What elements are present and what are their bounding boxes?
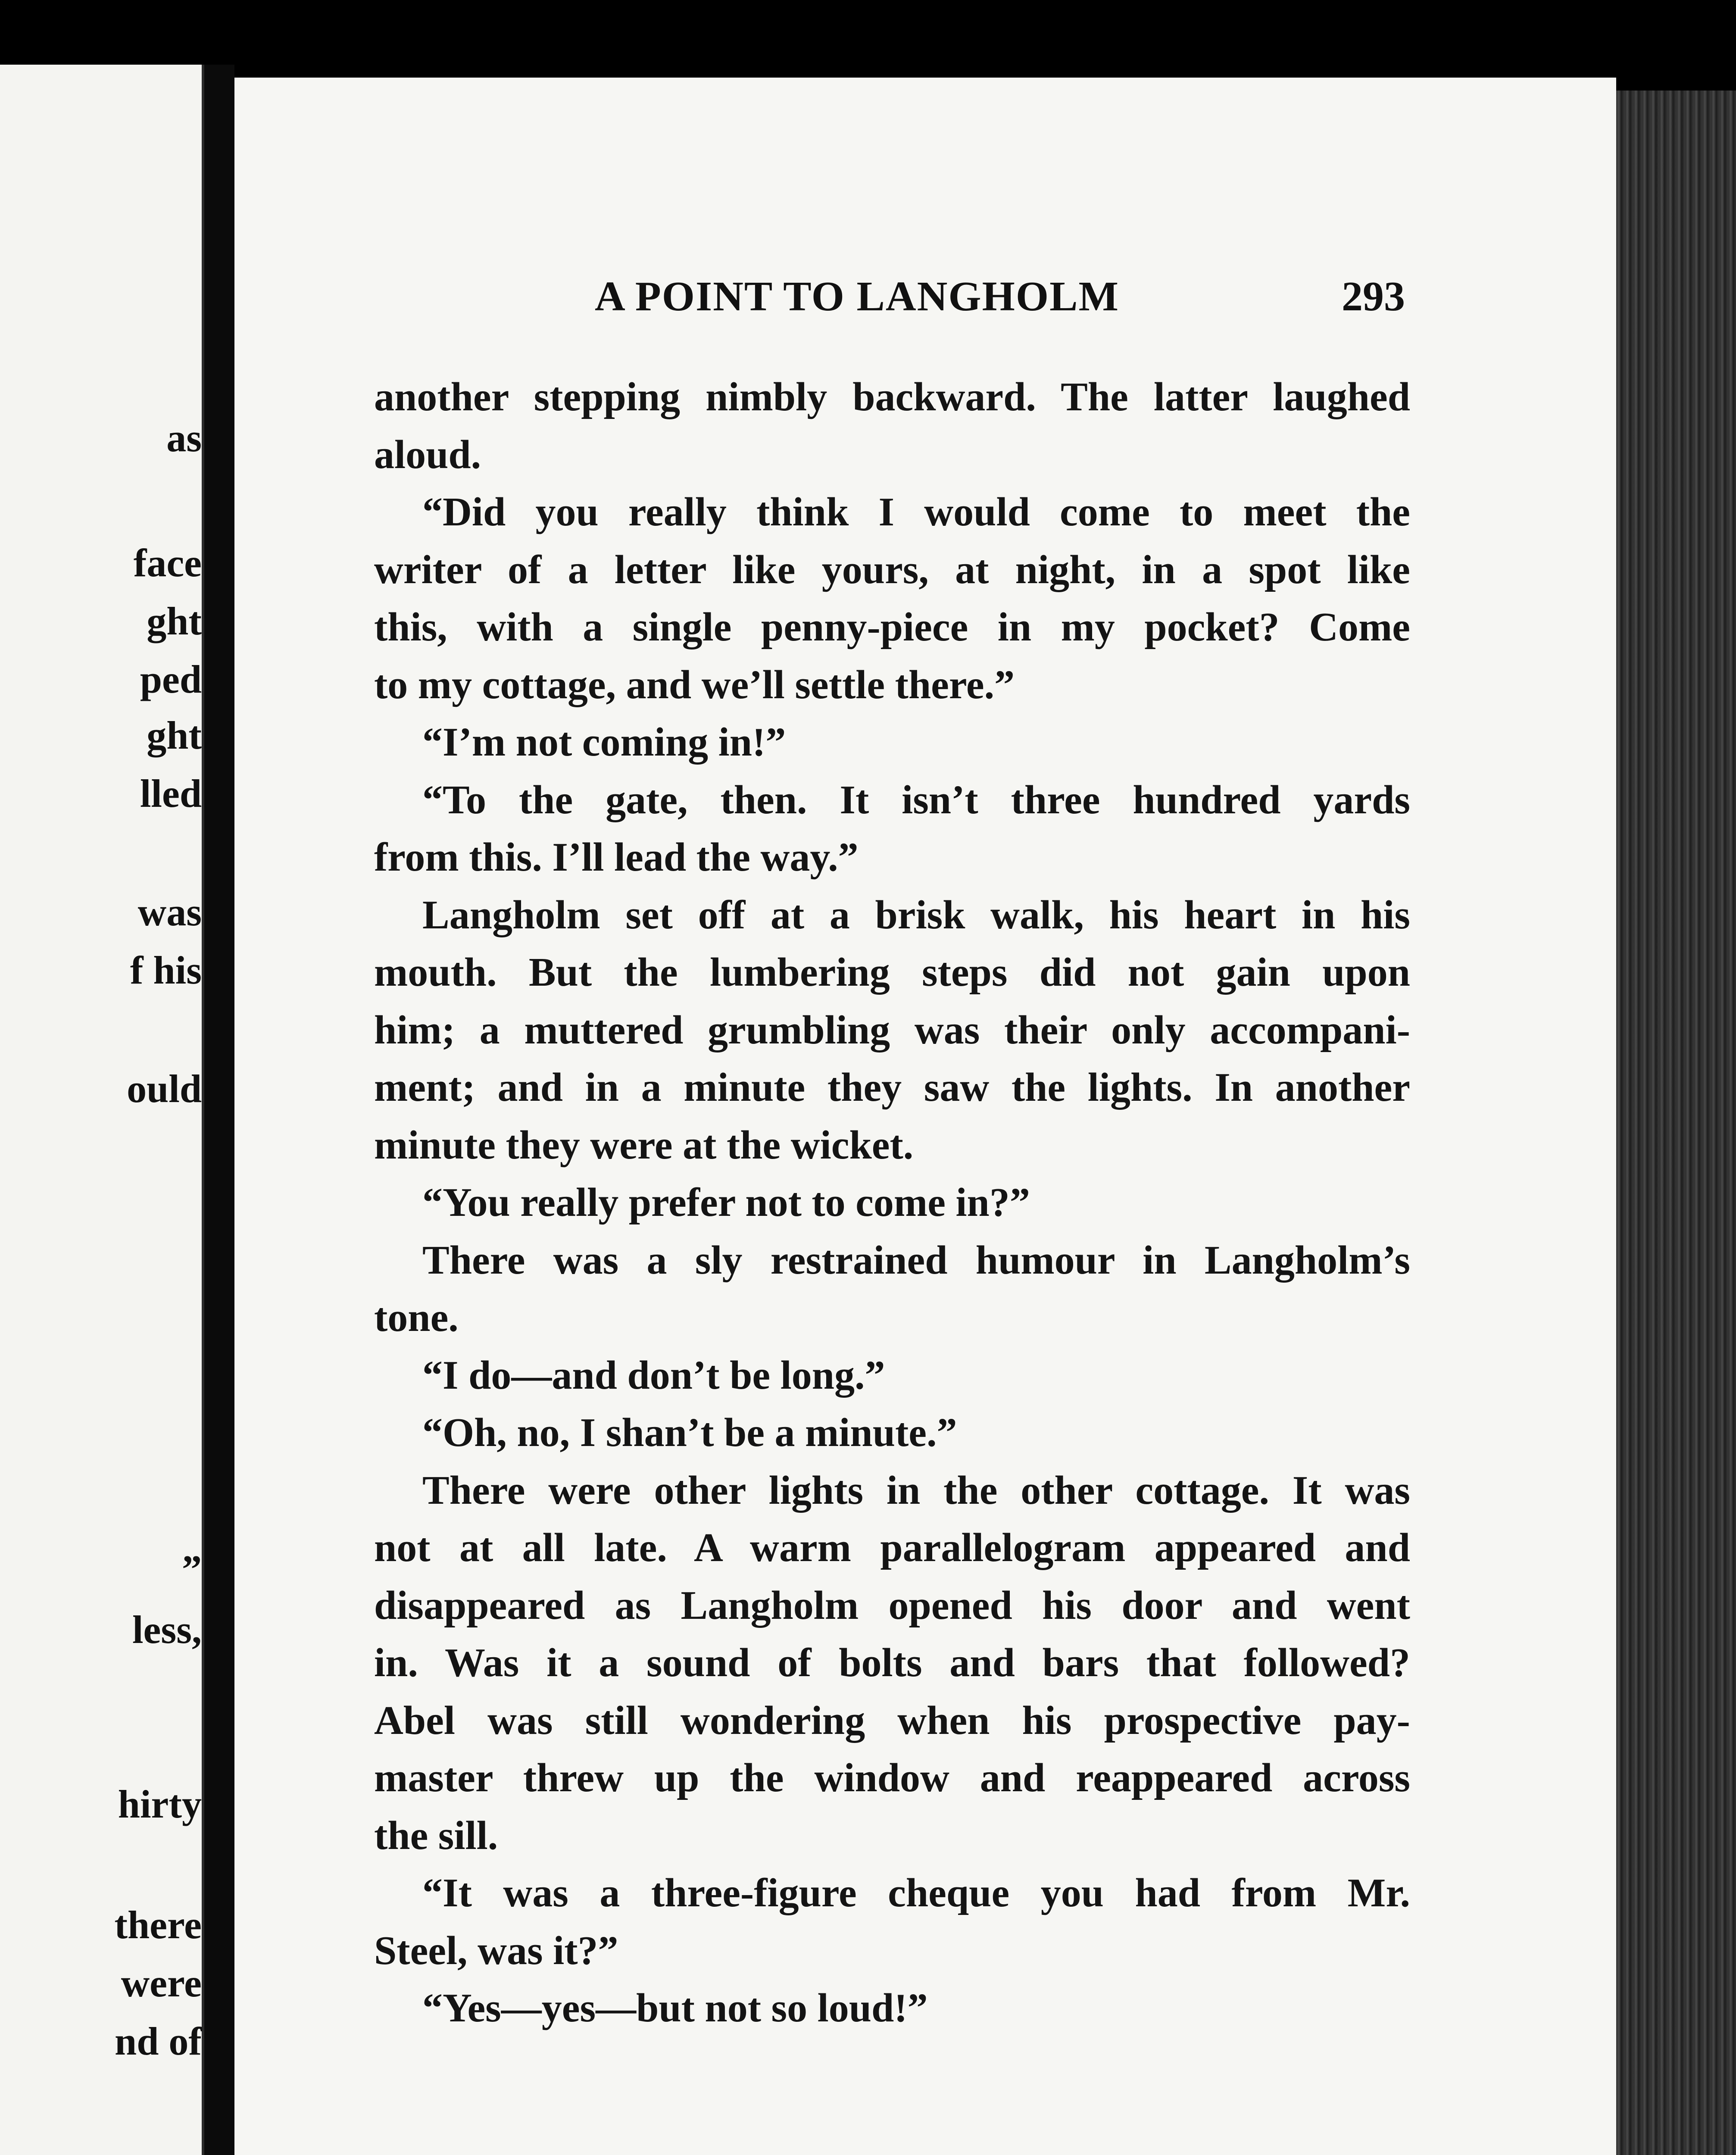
- text-line: “I do—and don’t be long.”: [422, 1352, 885, 1398]
- left-page-fragment: was: [137, 890, 202, 934]
- text-line: “Yes—yes—but not so loud!”: [422, 1986, 928, 2030]
- text-line: to my cottage, and we’ll settle there.”: [374, 662, 1015, 707]
- body-text: [374, 369, 1410, 2037]
- page-gutter: [204, 65, 234, 2155]
- left-page-fragment: face: [133, 541, 202, 585]
- left-page-fragment: were: [121, 1961, 202, 2005]
- text-line: “To the gate, then. It isn’t three hundred yards: [422, 777, 1410, 822]
- text-line: from this. I’ll lead the way.”: [374, 835, 859, 880]
- text-line: “It was a three-figure cheque you had from Mr.: [422, 1871, 1410, 1915]
- book-edge: [1616, 91, 1736, 2155]
- text-line: “Oh, no, I shan’t be a minute.”: [422, 1410, 957, 1455]
- text-line: “Did you really think I would come to meet the: [422, 490, 1410, 534]
- left-page: [0, 65, 204, 2155]
- text-line: “You really prefer not to come in?”: [422, 1180, 1030, 1225]
- text-line: master threw up the window and reappeared across: [374, 1755, 1410, 1800]
- text-line: Steel, was it?”: [374, 1928, 618, 1973]
- text-line: this, with a single penny-piece in my pocket? Come: [374, 605, 1410, 650]
- left-page-fragment: ght: [147, 713, 202, 757]
- text-line: him; a muttered grumbling was their only accompani-: [374, 1007, 1410, 1053]
- text-line: disappeared as Langholm opened his door and went: [374, 1583, 1410, 1628]
- text-line: ment; and in a minute they saw the lights. In another: [374, 1065, 1410, 1110]
- text-line: mouth. But the lumbering steps did not gain upon: [374, 950, 1410, 995]
- running-head: A POINT TO LANGHOLM: [595, 273, 1119, 320]
- text-line: Abel was still wondering when his prospective pay-: [374, 1698, 1410, 1743]
- left-page-fragment: less,: [132, 1608, 202, 1652]
- left-page-fragment: ght: [147, 599, 202, 643]
- left-page-fragment: as: [166, 416, 202, 460]
- text-line: Langholm set off at a brisk walk, his heart in his: [422, 892, 1410, 937]
- left-page-fragment: f his: [130, 948, 202, 992]
- left-page-fragment: ped: [140, 657, 202, 701]
- text-line: There was a sly restrained humour in Langholm’s: [422, 1237, 1410, 1283]
- left-page-fragment: there: [114, 1903, 202, 1947]
- text-line: minute they were at the wicket.: [374, 1122, 914, 1168]
- text-line: in. Was it a sound of bolts and bars that followed?: [374, 1640, 1410, 1685]
- page-number: 293: [1342, 273, 1405, 320]
- left-page-fragment: ould: [127, 1067, 202, 1111]
- text-line: There were other lights in the other cottage. It was: [422, 1468, 1410, 1513]
- left-page-fragment: hirty: [118, 1782, 202, 1826]
- text-line: “I’m not coming in!”: [422, 720, 786, 765]
- left-page-fragment: lled: [140, 771, 202, 815]
- text-line: another stepping nimbly backward. The latter laughed: [374, 375, 1410, 419]
- text-line: writer of a letter like yours, at night, in a spot like: [374, 547, 1410, 592]
- text-line: the sill.: [374, 1813, 498, 1858]
- text-line: aloud.: [374, 432, 481, 477]
- text-line: tone.: [374, 1295, 459, 1340]
- left-page-fragment: ”: [182, 1547, 202, 1591]
- left-page-fragment: nd of: [115, 2019, 202, 2063]
- text-line: not at all late. A warm parallelogram appeared and: [374, 1525, 1410, 1570]
